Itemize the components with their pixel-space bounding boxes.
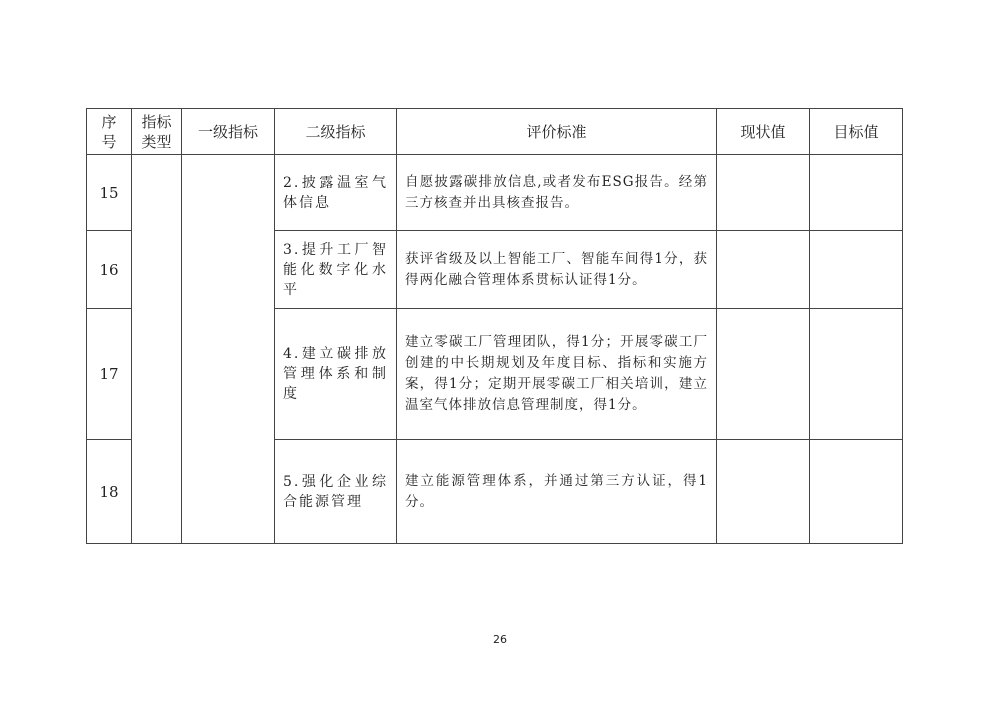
current-value xyxy=(717,440,810,544)
current-value xyxy=(717,309,810,440)
header-secondary: 二级指标 xyxy=(275,109,397,155)
secondary-indicator: 2.披露温室气体信息 xyxy=(275,155,397,231)
page-number: 26 xyxy=(493,633,507,646)
secondary-indicator: 4.建立碳排放管理体系和制度 xyxy=(275,309,397,440)
criteria: 自愿披露碳排放信息,或者发布ESG报告。经第三方核查并出具核查报告。 xyxy=(397,155,717,231)
indicator-type-cell xyxy=(132,155,182,544)
header-type: 指标 类型 xyxy=(132,109,182,155)
current-value xyxy=(717,231,810,309)
criteria: 建立能源管理体系，并通过第三方认证，得1分。 xyxy=(397,440,717,544)
row-seq: 15 xyxy=(87,155,132,231)
header-seq: 序 号 xyxy=(87,109,132,155)
criteria: 建立零碳工厂管理团队，得1分；开展零碳工厂创建的中长期规划及年度目标、指标和实施方案，得1分；定期开展零碳工厂相关培训，建立温室气体排放信息管理制度，得1分。 xyxy=(397,309,717,440)
header-target: 目标值 xyxy=(810,109,903,155)
primary-indicator-cell xyxy=(182,155,275,544)
secondary-indicator: 5.强化企业综合能源管理 xyxy=(275,440,397,544)
header-row xyxy=(87,109,903,155)
header-primary: 一级指标 xyxy=(182,109,275,155)
current-value xyxy=(717,155,810,231)
target-value xyxy=(810,440,903,544)
evaluation-table xyxy=(86,108,903,544)
header-current: 现状值 xyxy=(717,109,810,155)
row-seq: 17 xyxy=(87,309,132,440)
table-row xyxy=(87,155,903,231)
secondary-indicator: 3.提升工厂智能化数字化水平 xyxy=(275,231,397,309)
header-criteria: 评价标准 xyxy=(397,109,717,155)
target-value xyxy=(810,155,903,231)
row-seq: 16 xyxy=(87,231,132,309)
target-value xyxy=(810,309,903,440)
criteria: 获评省级及以上智能工厂、智能车间得1分，获得两化融合管理体系贯标认证得1分。 xyxy=(397,231,717,309)
target-value xyxy=(810,231,903,309)
row-seq: 18 xyxy=(87,440,132,544)
